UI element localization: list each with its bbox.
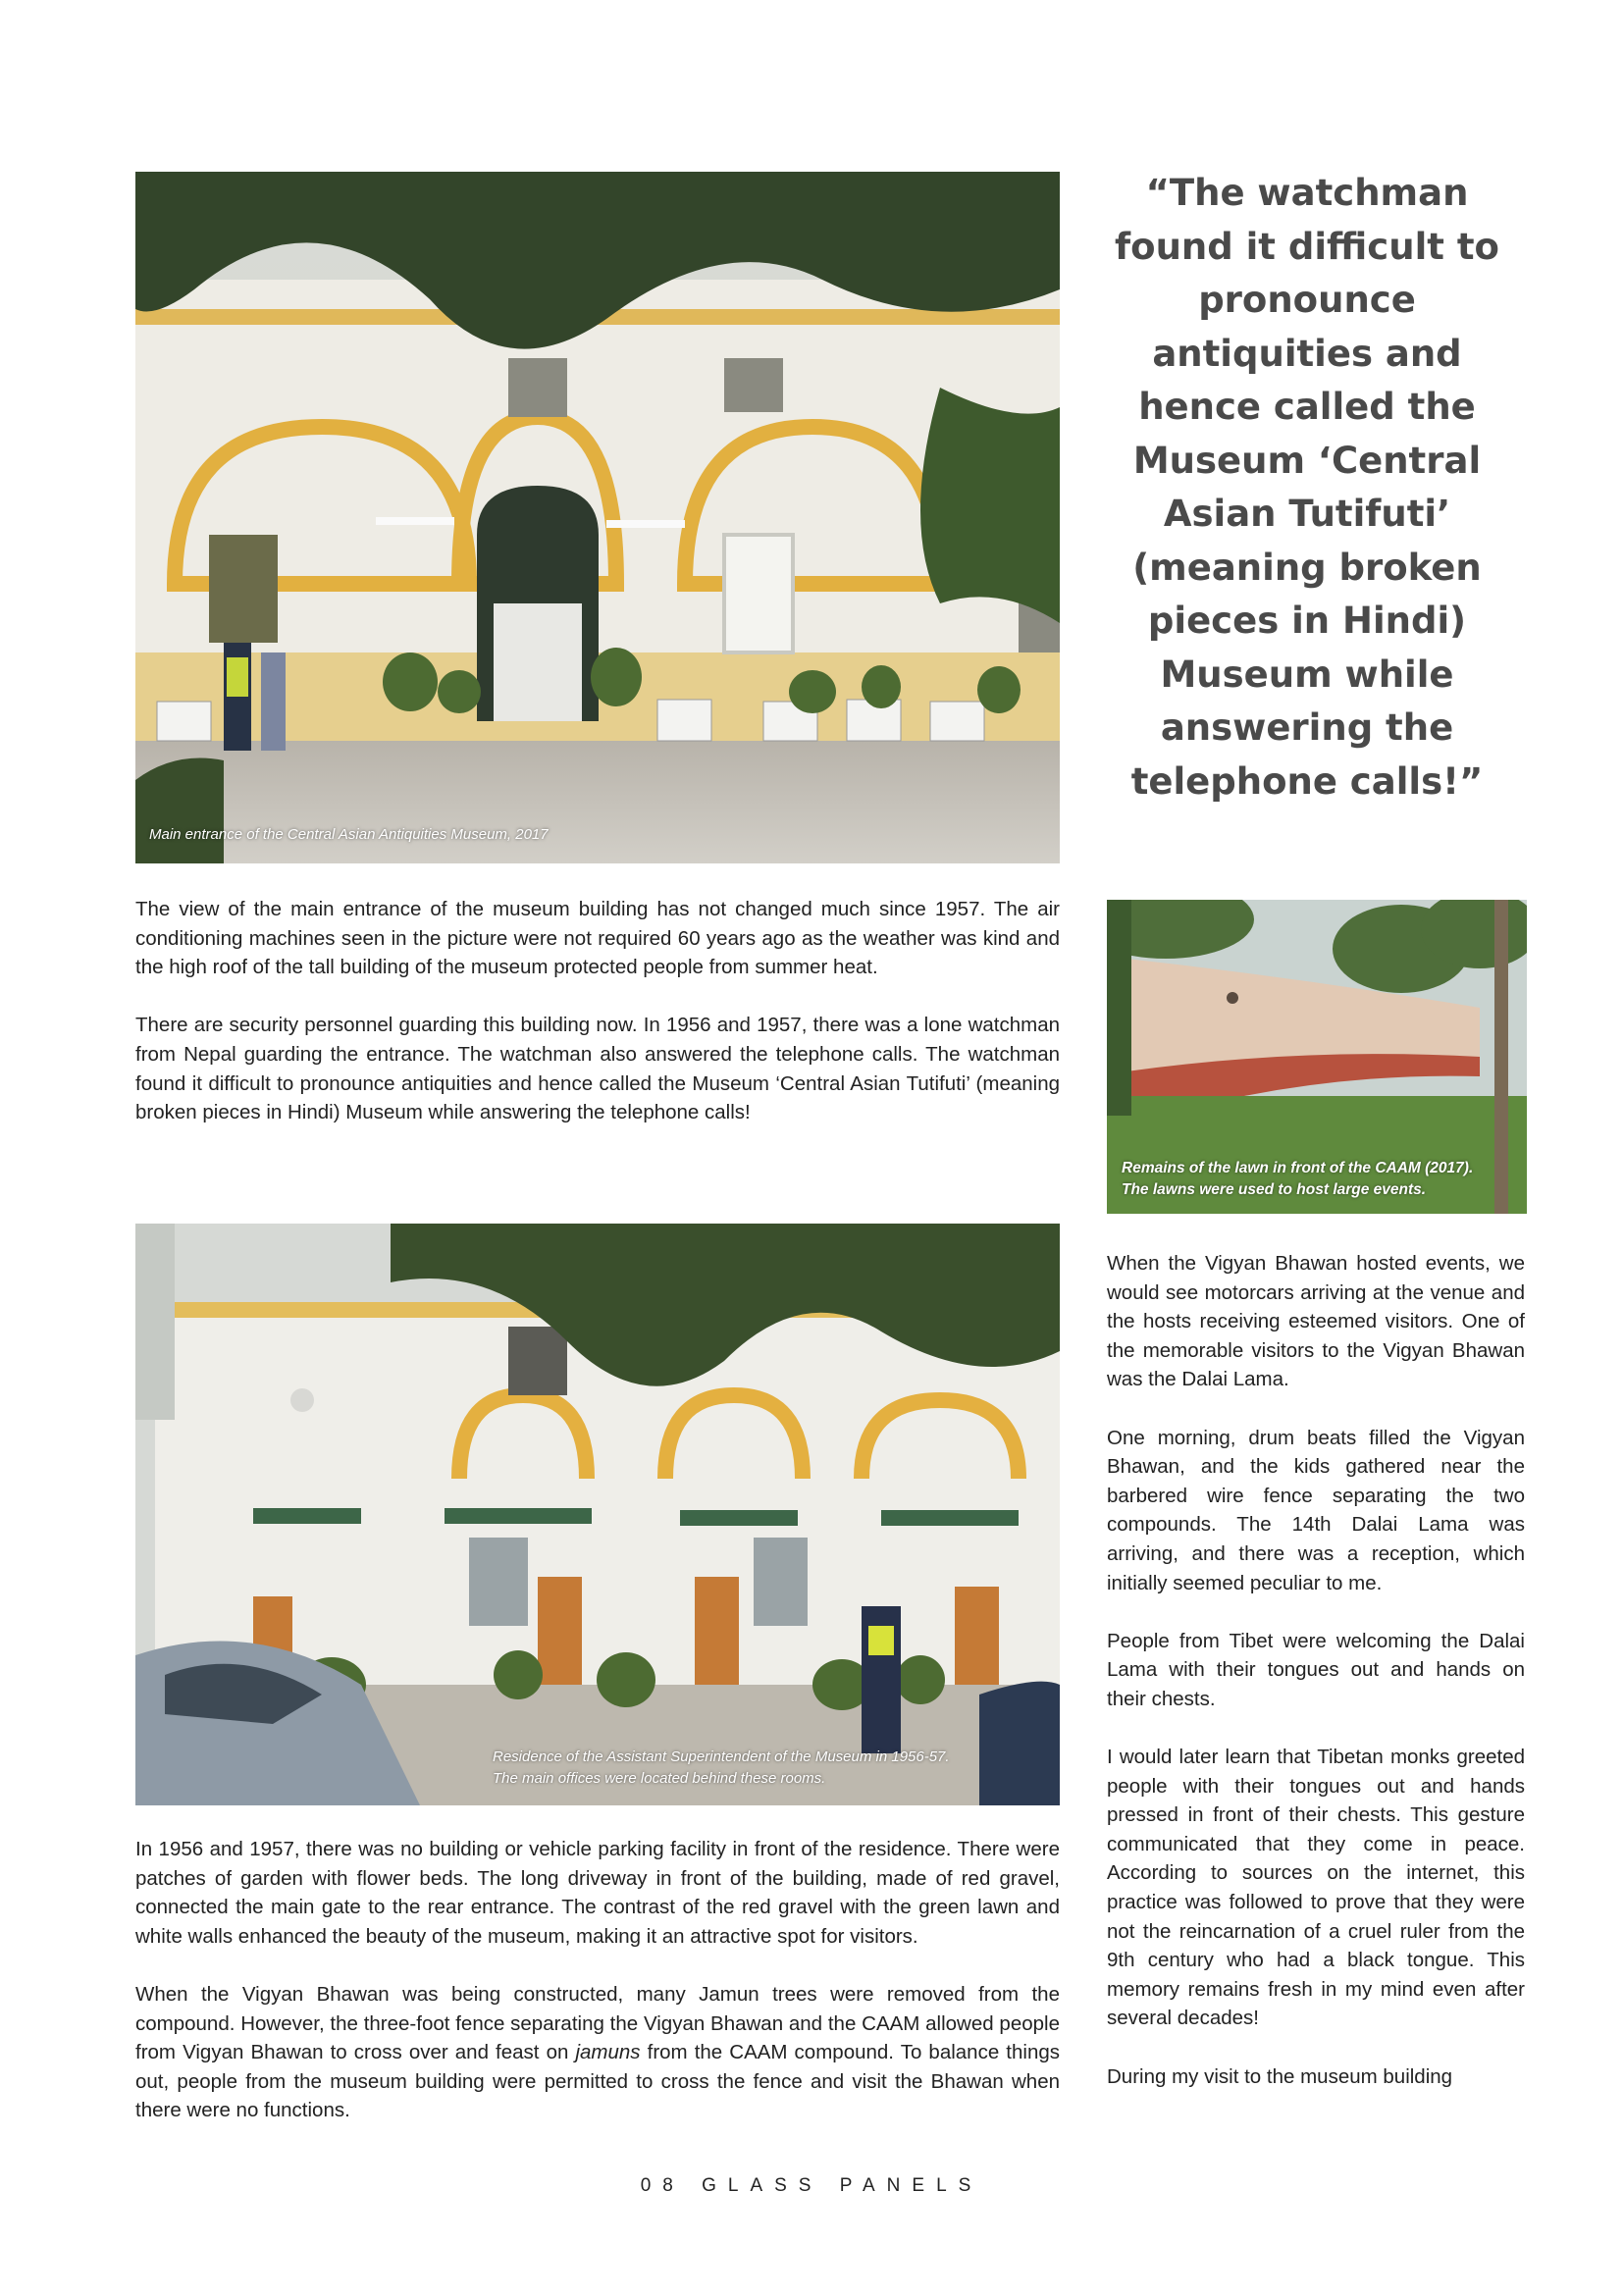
main-entrance-photo (135, 172, 1060, 863)
page-footer: 08 GLASS PANELS (640, 2175, 983, 2196)
residence-photo (135, 1224, 1060, 1805)
right-column-text (1107, 1249, 1525, 2091)
text-run: from the CAAM compound. To balance things out, people from the museum building were permitted to cross the fence and visit the Bhawan when there were no functions. (135, 2041, 1060, 2122)
paragraph: One morning, drum beats filled the Vigyan Bhawan, and the kids gathered near the barbered wire fence separating the two compounds. The 14th Dalai Lama was arriving, and there was a reception, which initially seemed peculiar to me. (1107, 1426, 1525, 1594)
paragraph (135, 1980, 1060, 2125)
paragraph: There are security personnel guarding this building now. In 1956 and 1957, there was a lone watchman from Nepal guarding the entrance. The watchman also answered the telephone calls. The watchman found it difficult to pronounce antiquities and hence called the Museum ‘Central Asian Tutifuti’ (meaning broken pieces in Hindi) Museum while answering the telephone calls! (135, 1014, 1060, 1124)
paragraph: During my visit to the museum building (1107, 2064, 1453, 2088)
left-bottom-text (135, 1835, 1060, 2125)
caption-line: Residence of the Assistant Superintendent of the Museum in 1956-57. (493, 1748, 950, 1765)
residence-caption (493, 1747, 950, 1790)
paragraph: I would later learn that Tibetan monks greeted people with their tongues out and hands pressed in front of their chests. This gesture communicated that they come in peace. According to sources on the internet, this practice was followed to prove that they were not the reincarnation of a cruel ruler from the 9th century who had a black tongue. This memory remains fresh in my mind even after several decades! (1107, 1746, 1525, 2030)
paragraph: People from Tibet were welcoming the Dalai Lama with their tongues out and hands on their chests. (1107, 1629, 1525, 1710)
left-top-text (135, 895, 1060, 1127)
caption-line: Remains of the lawn in front of the CAAM (2017). (1122, 1160, 1474, 1176)
caption-line: The main offices were located behind these rooms. (493, 1770, 826, 1787)
pull-quote: “The watchman found it difficult to pronounce antiquities and hence called the Museum ‘Central Asian Tutifuti’ (meaning broken pieces in Hindi) Museum while answering the telephone calls!” (1115, 172, 1499, 803)
italic-word: jamuns (575, 2041, 641, 2064)
paragraph: The view of the main entrance of the museum building has not changed much since 1957. The air conditioning machines seen in the picture were not required 60 years ago as the weather was kind and the high roof of the tall building of the museum protected people from summer heat. (135, 898, 1060, 979)
text-run: When the Vigyan Bhawan was being constructed, many Jamun trees were removed from the compound. However, the three-foot fence separating the Vigyan Bhawan and the CAAM allowed people from Vigyan Bhawan to cross over and feast on (135, 1982, 1060, 2064)
caption-line: The lawns were used to host large events. (1122, 1181, 1427, 1198)
main-entrance-caption: Main entrance of the Central Asian Antiquities Museum, 2017 (149, 826, 549, 843)
lawn-remains-caption (1122, 1158, 1473, 1201)
paragraph: In 1956 and 1957, there was no building or vehicle parking facility in front of the residence. There were patches of garden with flower beds. The long driveway in front of the building, made of red gravel, connected the main gate to the rear entrance. The contrast of the red gravel with the green lawn and white walls enhanced the beauty of the museum, making it an attractive spot for visitors. (135, 1838, 1060, 1948)
paragraph: When the Vigyan Bhawan hosted events, we would see motorcars arriving at the venue and the hosts receiving esteemed visitors. One of the memorable visitors to the Vigyan Bhawan was the Dalai Lama. (1107, 1252, 1525, 1391)
